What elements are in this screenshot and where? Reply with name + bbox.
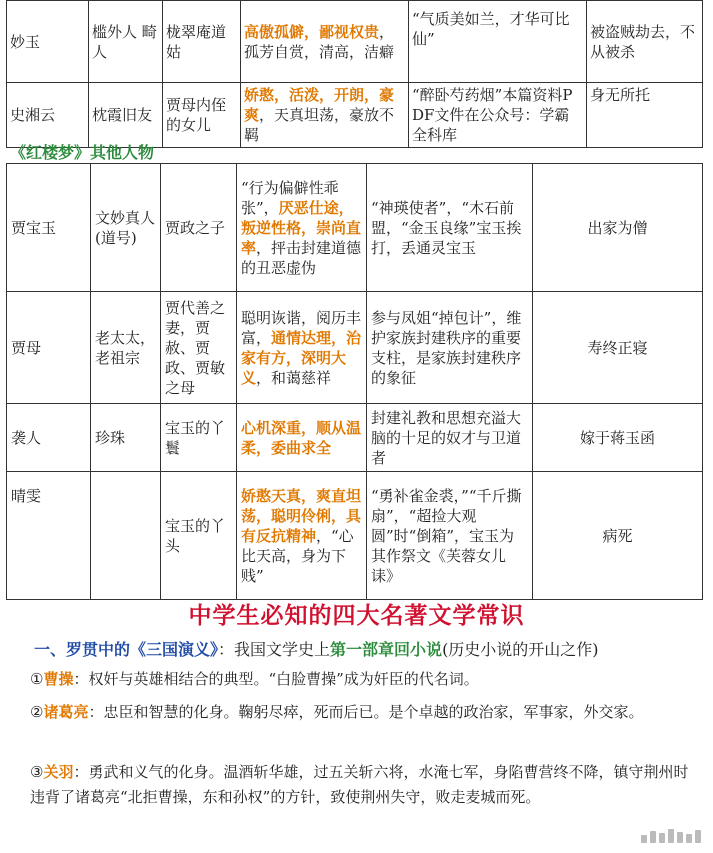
events-cell: 封建礼教和思想充溢大脑的十足的奴才与卫道者 — [367, 404, 533, 472]
name-cell: 袭人 — [7, 404, 91, 472]
name-cell: 贾宝玉 — [7, 164, 91, 292]
alias-cell: 文妙真人(道号) — [91, 164, 161, 292]
traits-highlight: 娇憨天真，爽直坦荡，聪明伶俐，具有反抗精神 — [241, 486, 362, 545]
traits-text: ，天真坦荡，豪放不羁 — [244, 106, 395, 144]
character-name: 诸葛亮 — [43, 703, 89, 721]
traits-text: ，孤芳自赏，清高，洁癖 — [244, 22, 395, 61]
events-cell: 参与凤姐“掉包计”，维护家族封建秩序的重要支柱，是家族封建秩序的象征 — [367, 292, 533, 404]
name-cell: 史湘云 — [7, 83, 89, 148]
traits-text: ，“心比天高，身为下贱” — [241, 526, 354, 585]
traits-text: 聪明诙谐，阅历丰富， — [241, 308, 362, 347]
traits-highlight: 厌恶仕途，叛逆性格，崇尚直率 — [241, 198, 362, 257]
watermark-logo — [641, 829, 701, 843]
table-row — [7, 83, 703, 148]
character-name: 曹操 — [43, 670, 74, 688]
traits-cell — [241, 83, 409, 148]
alias-cell: 老太太，老祖宗 — [91, 292, 161, 404]
ending-cell: 身无所托 — [587, 83, 703, 148]
ending-cell: 出家为僧 — [533, 164, 703, 292]
item-number: ① — [30, 670, 44, 688]
traits-highlight: 通情达理，治家有方，深明大义 — [241, 328, 362, 387]
identity-cell: 贾母内侄的女儿 — [163, 83, 241, 148]
identity-cell: 宝玉的丫鬟 — [161, 404, 237, 472]
traits-cell — [237, 292, 367, 404]
traits-cell — [237, 472, 367, 600]
traits-cell — [241, 1, 409, 83]
events-cell: “醉卧芍药烟”本篇资料PDF文件在公众号：学霸全科库 — [409, 83, 587, 148]
traits-highlight: 心机深重，顺从温柔，委曲求全 — [241, 418, 362, 457]
character-name: 关羽 — [43, 763, 74, 781]
events-cell: “勇补雀金裘，”“千斤撕扇”，“超捡大观圆”时“倒箱”，宝玉为其作祭文《芙蓉女儿诔》 — [367, 472, 533, 600]
item-number: ③ — [30, 763, 44, 781]
events-cell: “神瑛使者”，“木石前盟，“金玉良缘”宝玉挨打，丢通灵宝玉 — [367, 164, 533, 292]
page-title: 中学生必知的四大名著文学常识 — [188, 602, 525, 629]
list-item — [30, 701, 700, 724]
intro-highlight: 第一部章回小说 — [330, 640, 443, 659]
item-text: ：勇武和义气的化身。温酒斩华雄，过五关斩六将，水淹七军，身陷曹营终不降，镇守荆州时违背了诸葛亮“北拒曹操，东和孙权”的方针，致使荆州失守，败走麦城而死。 — [30, 763, 689, 806]
ending-cell: 寿终正寝 — [533, 292, 703, 404]
traits-text: “行为偏僻性乖张”， — [241, 178, 339, 217]
identity-cell: 贾代善之妻，贾赦、贾政、贾敏之母 — [161, 292, 237, 404]
item-text: ：权奸与英雄相结合的典型。“白脸曹操”成为奸臣的代名词。 — [73, 670, 479, 688]
table-row — [7, 472, 703, 600]
name-cell: 贾母 — [7, 292, 91, 404]
section-heading: 《红楼梦》其他人物 — [10, 143, 155, 162]
traits-text: ，抨击封建道德的丑恶虚伪 — [241, 238, 362, 277]
characters-table-top — [6, 0, 703, 148]
traits-cell — [237, 164, 367, 292]
alias-cell: 珍珠 — [91, 404, 161, 472]
intro-text: ：我国文学史上 — [218, 640, 331, 659]
item-text: ：忠臣和智慧的化身。鞠躬尽瘁，死而后已。是个卓越的政治家，军事家，外交家。 — [88, 703, 644, 721]
traits-highlight: 娇憨，活泼，开朗，豪爽 — [244, 86, 395, 124]
alias-cell: 槛外人 畸人 — [89, 1, 163, 83]
table-row — [7, 292, 703, 404]
identity-cell: 宝玉的丫头 — [161, 472, 237, 600]
item-number: ② — [30, 703, 44, 721]
table-row — [7, 1, 703, 83]
traits-highlight: 高傲孤僻，鄙视权贵 — [244, 22, 380, 41]
book-title: 罗贯中的《三国演义》 — [66, 640, 219, 659]
ending-cell: 被盗贼劫去，不从被杀 — [587, 1, 703, 83]
events-cell: “气质美如兰，才华可比仙” — [409, 1, 587, 83]
traits-cell — [237, 404, 367, 472]
other-characters-table — [6, 163, 703, 600]
identity-cell: 栊翠庵道姑 — [163, 1, 241, 83]
table-row — [7, 164, 703, 292]
traits-text: ，和蔼慈祥 — [256, 368, 332, 387]
name-cell: 妙玉 — [7, 1, 89, 83]
ending-cell: 嫁于蒋玉函 — [533, 404, 703, 472]
alias-cell: 枕霞旧友 — [89, 83, 163, 148]
ending-cell: 病死 — [533, 472, 703, 600]
identity-cell: 贾政之子 — [161, 164, 237, 292]
intro-text: (历史小说的开山之作) — [442, 640, 599, 659]
name-cell: 晴雯 — [7, 472, 91, 600]
sanguo-intro — [34, 638, 704, 661]
table-row — [7, 404, 703, 472]
alias-cell — [91, 472, 161, 600]
list-item — [30, 668, 700, 691]
list-item — [30, 760, 700, 810]
section-number: 一、 — [34, 640, 67, 659]
